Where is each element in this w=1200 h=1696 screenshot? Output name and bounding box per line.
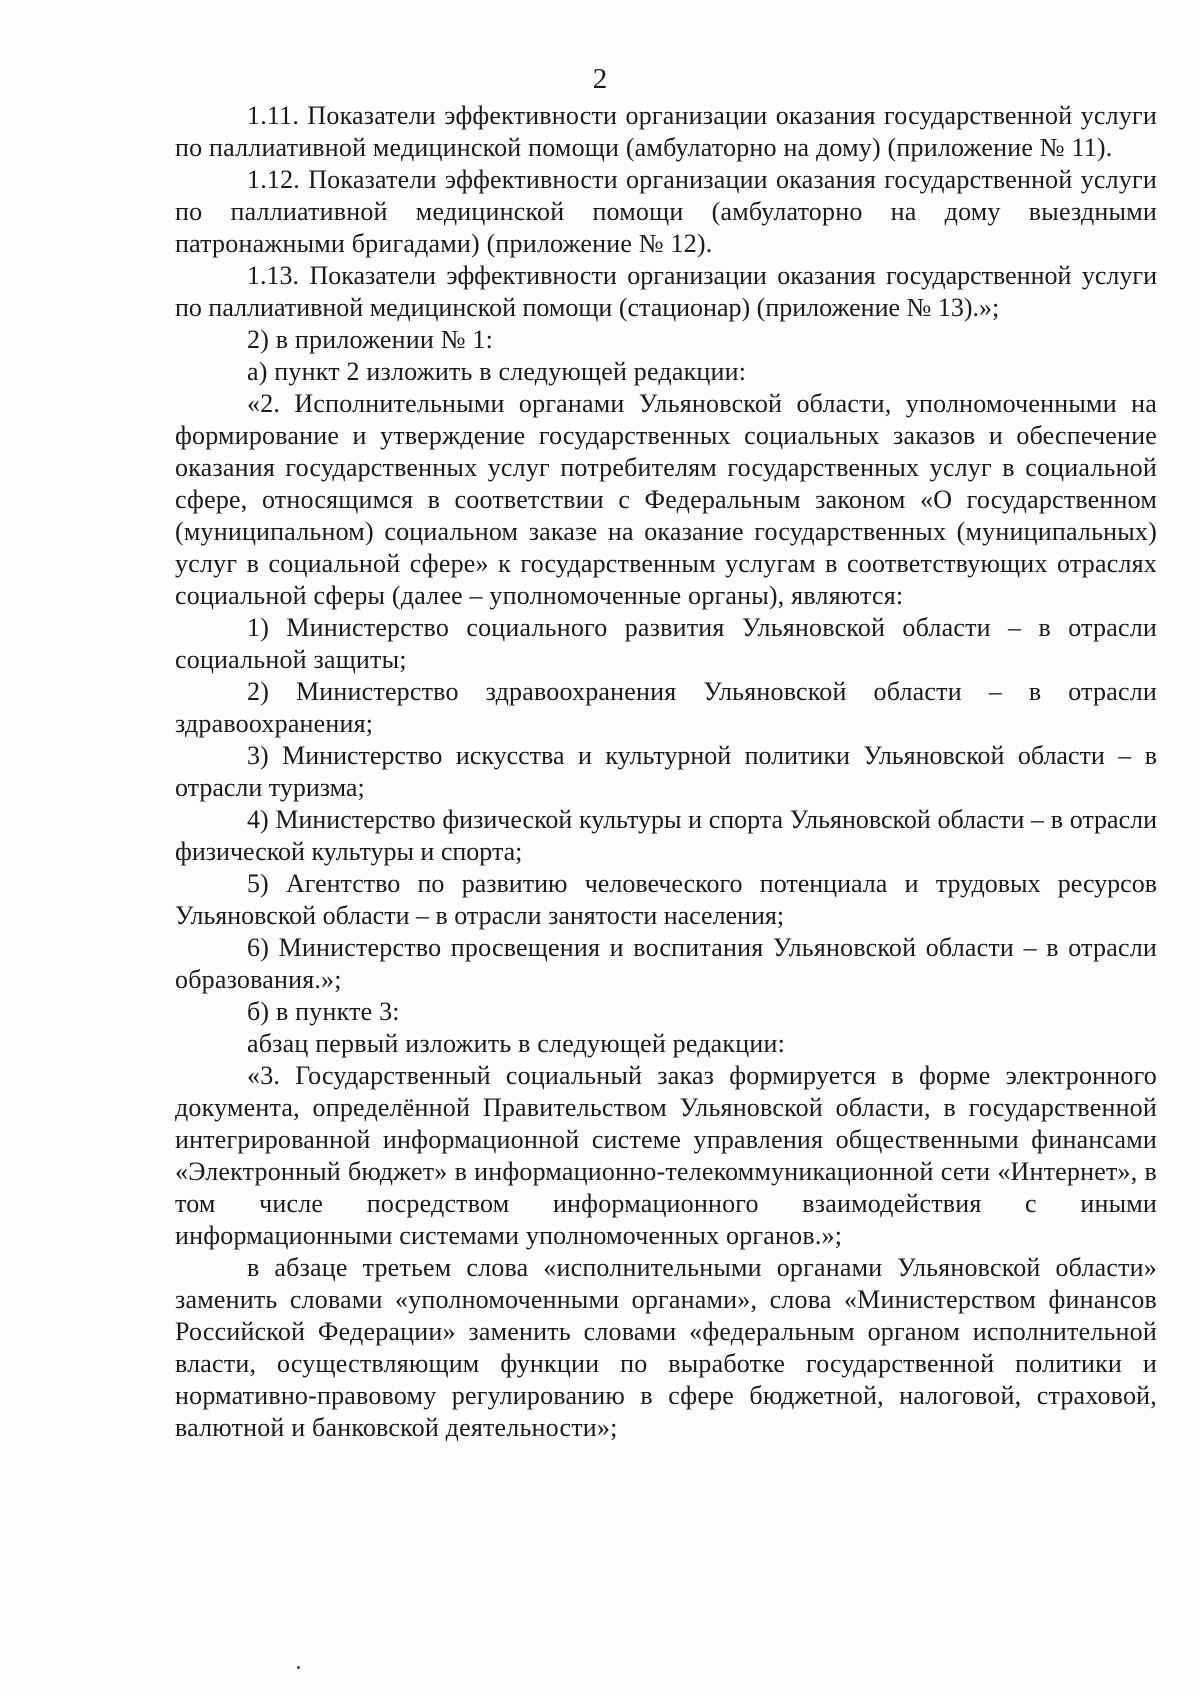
- paragraph-quote-3: «3. Государственный социальный заказ формируется в форме электронного документа, определённой Правительством Ульяновской области, в государственной интегрированной информационной системе управления общественными финансами «Электронный бюджет» в информационно-телекоммуникационной сети «Интернет», в том числе посредством информационного взаимодействия с иными информационными системами уполномоченных органов.»;: [175, 1061, 1157, 1250]
- paragraph-item-b: б) в пункте 3:: [247, 997, 400, 1026]
- paragraph-first-abzac: абзац первый изложить в следующей редакции:: [247, 1029, 785, 1058]
- page-number: 2: [592, 63, 608, 95]
- paragraph-third-abzac: в абзаце третьем слова «исполнительными органами Ульяновской области» заменить словами «уполномоченными органами», слова «Министерством финансов Российской Федерации» заменить словами «федеральным органом исполнительной власти, осуществляющим функции по выработке государственной политики и нормативно-правовому регулированию в сфере бюджетной, налоговой, страховой, валютной и банковской деятельности»;: [175, 1253, 1157, 1442]
- document-body: [175, 100, 1157, 1444]
- paragraph-1-13: 1.13. Показатели эффективности организации оказания государственной услуги по паллиативной медицинской помощи (стационар) (приложение № 13).»;: [175, 261, 1157, 322]
- list-item-5: 5) Агентство по развитию человеческого потенциала и трудовых ресурсов Ульяновской области – в отрасли занятости населения;: [175, 869, 1157, 930]
- list-item-3: 3) Министерство искусства и культурной политики Ульяновской области – в отрасли туризма;: [175, 741, 1157, 802]
- list-item-2: 2) Министерство здравоохранения Ульяновской области – в отрасли здравоохранения;: [175, 677, 1157, 738]
- paragraph-1-11: 1.11. Показатели эффективности организации оказания государственной услуги по паллиативной медицинской помощи (амбулаторно на дому) (приложение № 11).: [175, 101, 1157, 162]
- paragraph-quote-2: «2. Исполнительными органами Ульяновской области, уполномоченными на формирование и утверждение государственных социальных заказов и обеспечение оказания государственных услуг потребителям государственных услуг в социальной сфере, относящимся в соответствии с Федеральным законом «О государственном (муниципальном) социальном заказе на оказание государственных (муниципальных) услуг в социальной сфере» к государственным услугам в соответствующих отраслях социальной сферы (далее – уполномоченные органы), являются:: [175, 389, 1157, 610]
- paragraph-item-a: а) пункт 2 изложить в следующей редакции:: [247, 357, 747, 386]
- scan-speck: [297, 1666, 300, 1669]
- paragraph-appendix-1: 2) в приложении № 1:: [247, 325, 494, 354]
- list-item-1: 1) Министерство социального развития Ульяновской области – в отрасли социальной защиты;: [175, 613, 1157, 674]
- list-item-4: 4) Министерство физической культуры и спорта Ульяновской области – в отрасли физической культуры и спорта;: [175, 805, 1157, 866]
- list-item-6: 6) Министерство просвещения и воспитания Ульяновской области – в отрасли образования.»;: [175, 933, 1157, 994]
- paragraph-1-12: 1.12. Показатели эффективности организации оказания государственной услуги по паллиативной медицинской помощи (амбулаторно на дому выездными патронажными бригадами) (приложение № 12).: [175, 165, 1157, 258]
